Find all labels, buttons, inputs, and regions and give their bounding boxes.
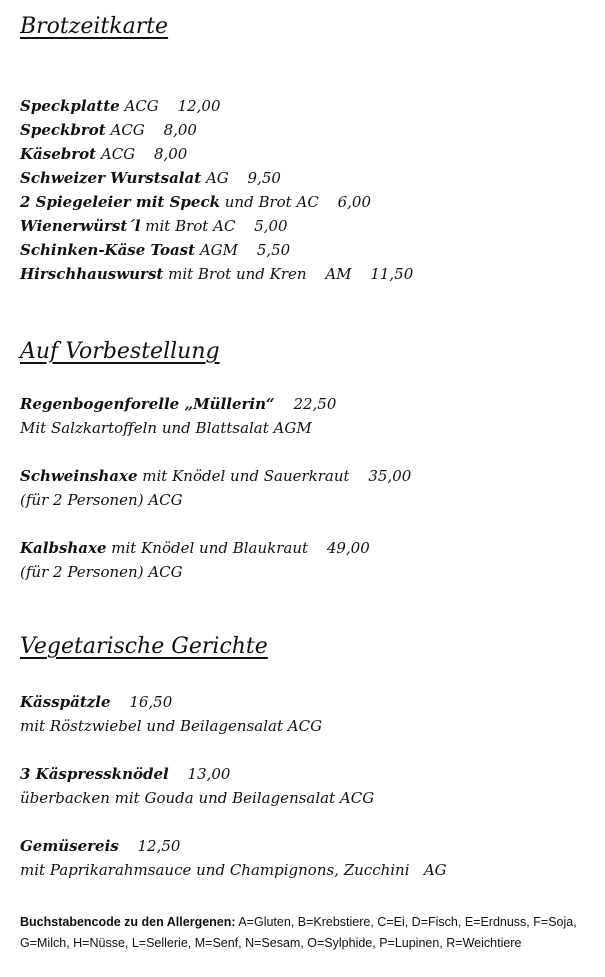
allergen-legend-label: Buchstabencode zu den Allergenen: — [20, 915, 236, 929]
menu-item — [20, 192, 371, 212]
menu-item — [20, 538, 370, 558]
menu-item — [20, 836, 180, 856]
item-desc: mit Brot — [145, 217, 209, 235]
menu-item — [20, 764, 230, 784]
item-name: Käsebrot — [20, 145, 97, 163]
item-name: 3 Käspressknödel — [20, 765, 169, 783]
item-codes: AM — [325, 265, 352, 283]
menu-item — [20, 120, 197, 140]
item-codes: AGM — [199, 241, 239, 259]
item-name: Wienerwürst´l — [20, 217, 141, 235]
item-name: Speckbrot — [20, 121, 106, 139]
item-name: Hirschhauswurst — [20, 265, 164, 283]
item-name: Schweizer Wurstsalat — [20, 169, 202, 187]
item-price: 12,00 — [177, 97, 221, 115]
item-description: (für 2 Personen) ACG — [20, 563, 183, 581]
item-codes: AC — [213, 217, 236, 235]
item-description: überbacken mit Gouda und Beilagensalat ACG — [20, 789, 375, 807]
section-title-vorbestellung: Auf Vorbestellung — [20, 339, 220, 364]
item-name: Kässpätzle — [20, 693, 111, 711]
menu-item — [20, 240, 290, 260]
section-title-vegetarisch: Vegetarische Gerichte — [20, 634, 268, 659]
allergen-legend — [20, 912, 598, 954]
item-name: 2 Spiegeleier mit Speck — [20, 193, 220, 211]
item-description: mit Paprikarahmsauce und Champignons, Zucchini AG — [20, 861, 447, 879]
item-price: 49,00 — [326, 539, 370, 557]
item-name: Speckplatte — [20, 97, 120, 115]
item-name: Schweinshaxe — [20, 467, 138, 485]
menu-item — [20, 394, 336, 414]
item-desc: mit Knödel und Sauerkraut — [142, 467, 350, 485]
item-description: mit Röstzwiebel und Beilagensalat ACG — [20, 717, 323, 735]
item-price: 9,50 — [247, 169, 281, 187]
menu-item — [20, 264, 413, 284]
menu-item — [20, 216, 288, 236]
menu-item — [20, 466, 411, 486]
menu-item — [20, 168, 281, 188]
allergen-legend-text: A=Gluten, B=Krebstiere, C=Ei, D=Fisch, E=Erdnuss, F=Soja, G=Milch, H=Nüsse, L=Sellerie, M=Senf, N=Sesam, O=Sylphide, P=Lupinen, R=Weichtiere — [20, 915, 577, 950]
item-price: 11,50 — [370, 265, 414, 283]
item-codes: AG — [205, 169, 229, 187]
item-price: 5,00 — [254, 217, 288, 235]
item-desc: und Brot — [224, 193, 292, 211]
item-codes: ACG — [124, 97, 159, 115]
item-codes: AC — [296, 193, 319, 211]
item-name: Regenbogenforelle „Müllerin“ — [20, 395, 275, 413]
item-codes: ACG — [100, 145, 136, 163]
item-price: 8,00 — [163, 121, 197, 139]
menu-item — [20, 96, 221, 116]
item-price: 16,50 — [129, 693, 173, 711]
item-price: 22,50 — [293, 395, 337, 413]
item-name: Gemüsereis — [20, 837, 119, 855]
item-codes: ACG — [110, 121, 145, 139]
menu-item — [20, 144, 187, 164]
item-desc: mit Brot und Kren — [168, 265, 307, 283]
section-title-brotzeitkarte: Brotzeitkarte — [20, 14, 169, 39]
item-price: 5,50 — [256, 241, 291, 259]
item-price: 35,00 — [368, 467, 412, 485]
item-desc: mit Knödel und Blaukraut — [111, 539, 309, 557]
item-price: 8,00 — [153, 145, 188, 163]
item-description: (für 2 Personen) ACG — [20, 491, 183, 509]
item-price: 6,00 — [337, 193, 371, 211]
item-name: Kalbshaxe — [20, 539, 107, 557]
item-price: 13,00 — [187, 765, 231, 783]
item-price: 12,50 — [137, 837, 181, 855]
item-name: Schinken-Käse Toast — [20, 241, 196, 259]
menu-item — [20, 692, 172, 712]
item-description: Mit Salzkartoffeln und Blattsalat AGM — [20, 419, 312, 437]
